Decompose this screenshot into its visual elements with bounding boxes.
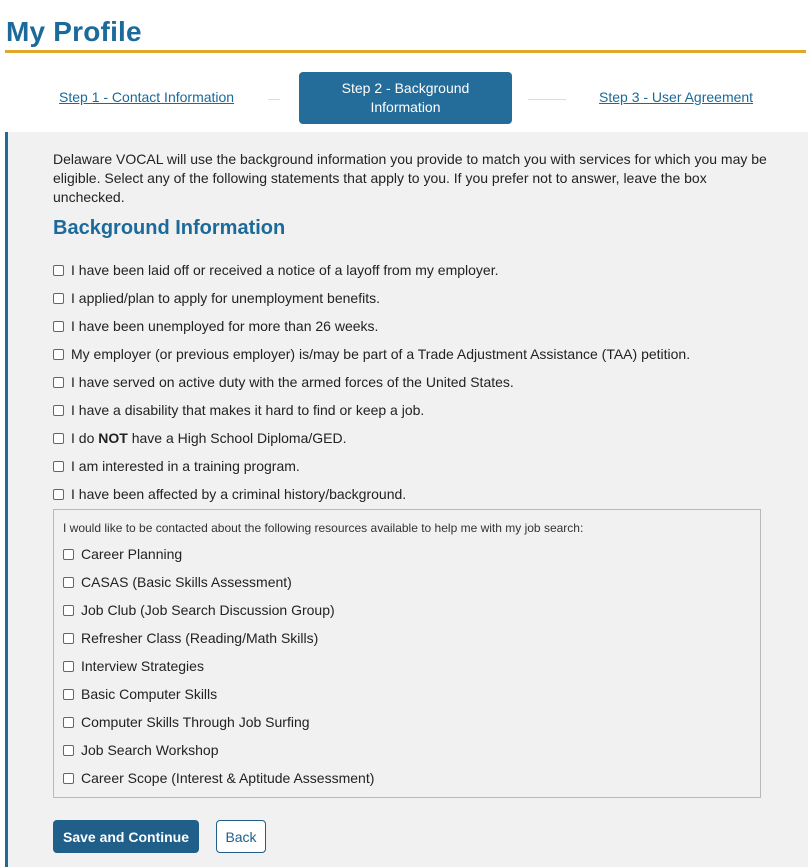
page-title: My Profile (6, 16, 142, 47)
step-2-label: Step 2 - Background Information (341, 80, 470, 115)
option-label-before: I do (71, 430, 99, 446)
background-option-taa-petition[interactable] (53, 340, 773, 368)
checkbox[interactable] (63, 717, 74, 728)
step-2-current (299, 72, 512, 124)
step-separator (528, 99, 566, 100)
resource-option-job-club[interactable] (63, 596, 374, 624)
background-option-unemployment-benefits[interactable] (53, 284, 773, 312)
checkbox[interactable] (63, 745, 74, 756)
step-1-link[interactable]: Step 1 - Contact Information (59, 89, 235, 105)
background-option-no-diploma[interactable] (53, 424, 773, 452)
option-label: Basic Computer Skills (81, 686, 218, 702)
checkbox[interactable] (53, 377, 64, 388)
background-option-criminal-history[interactable] (53, 480, 773, 508)
checkbox[interactable] (53, 461, 64, 472)
option-label: Career Planning (81, 546, 183, 562)
checkbox[interactable] (63, 577, 74, 588)
step-navigation (5, 72, 806, 124)
resource-option-interview-strategies[interactable] (63, 652, 374, 680)
option-label: I am interested in a training program. (71, 458, 300, 474)
background-option-layoff[interactable] (53, 256, 773, 284)
step-3-link[interactable]: Step 3 - User Agreement (599, 89, 754, 105)
resource-option-career-scope[interactable] (63, 764, 374, 792)
option-label: Job Search Workshop (81, 742, 219, 758)
checkbox[interactable] (53, 265, 64, 276)
option-label: My employer (or previous employer) is/may be part of a Trade Adjustment Assistance (TAA) petition. (71, 346, 691, 362)
save-and-continue-button[interactable]: Save and Continue (53, 820, 199, 853)
checkbox[interactable] (63, 773, 74, 784)
checkbox[interactable] (63, 689, 74, 700)
resources-checklist (63, 540, 374, 792)
option-label: I have been affected by a criminal history/background. (71, 486, 407, 502)
option-label: Interview Strategies (81, 658, 204, 674)
resources-legend: I would like to be contacted about the following resources available to help me with my job search: (63, 521, 584, 535)
checkbox[interactable] (63, 633, 74, 644)
option-label: I have been unemployed for more than 26 weeks. (71, 318, 379, 334)
resource-option-job-surfing[interactable] (63, 708, 374, 736)
title-divider (5, 50, 806, 53)
resource-option-basic-computer-skills[interactable] (63, 680, 374, 708)
intro-text: Delaware VOCAL will use the background information you provide to match you with services for which you may be eligible. Select any of the following statements that apply to you. If you prefer not to answer, leave the box unchecked. (53, 151, 767, 205)
option-label-emphasis: NOT (98, 430, 128, 446)
option-label: Refresher Class (Reading/Math Skills) (81, 630, 319, 646)
background-option-long-term-unemployed[interactable] (53, 312, 773, 340)
option-label: Job Club (Job Search Discussion Group) (81, 602, 335, 618)
section-heading: Background Information (53, 217, 286, 239)
resource-option-career-planning[interactable] (63, 540, 374, 568)
option-label: I applied/plan to apply for unemployment benefits. (71, 290, 380, 306)
option-label: I have served on active duty with the armed forces of the United States. (71, 374, 514, 390)
checkbox[interactable] (53, 405, 64, 416)
resource-option-job-search-workshop[interactable] (63, 736, 374, 764)
resource-option-casas[interactable] (63, 568, 374, 596)
resource-option-refresher-class[interactable] (63, 624, 374, 652)
background-option-veteran[interactable] (53, 368, 773, 396)
background-option-disability[interactable] (53, 396, 773, 424)
option-label: I have a disability that makes it hard to find or keep a job. (71, 402, 425, 418)
checkbox[interactable] (63, 605, 74, 616)
option-label-after: have a High School Diploma/GED. (127, 430, 347, 446)
checkbox[interactable] (53, 321, 64, 332)
option-label (71, 430, 346, 446)
option-label: CASAS (Basic Skills Assessment) (81, 574, 292, 590)
resources-fieldset (53, 509, 761, 798)
checkbox[interactable] (63, 549, 74, 560)
background-panel (5, 132, 808, 867)
option-label: Career Scope (Interest & Aptitude Assessment) (81, 770, 375, 786)
option-label: Computer Skills Through Job Surfing (81, 714, 310, 730)
back-button[interactable]: Back (216, 820, 266, 853)
background-checklist (53, 256, 773, 508)
step-separator (268, 99, 280, 100)
checkbox[interactable] (53, 349, 64, 360)
checkbox[interactable] (53, 489, 64, 500)
checkbox[interactable] (63, 661, 74, 672)
background-option-training[interactable] (53, 452, 773, 480)
checkbox[interactable] (53, 433, 64, 444)
option-label: I have been laid off or received a notice of a layoff from my employer. (71, 262, 499, 278)
checkbox[interactable] (53, 293, 64, 304)
